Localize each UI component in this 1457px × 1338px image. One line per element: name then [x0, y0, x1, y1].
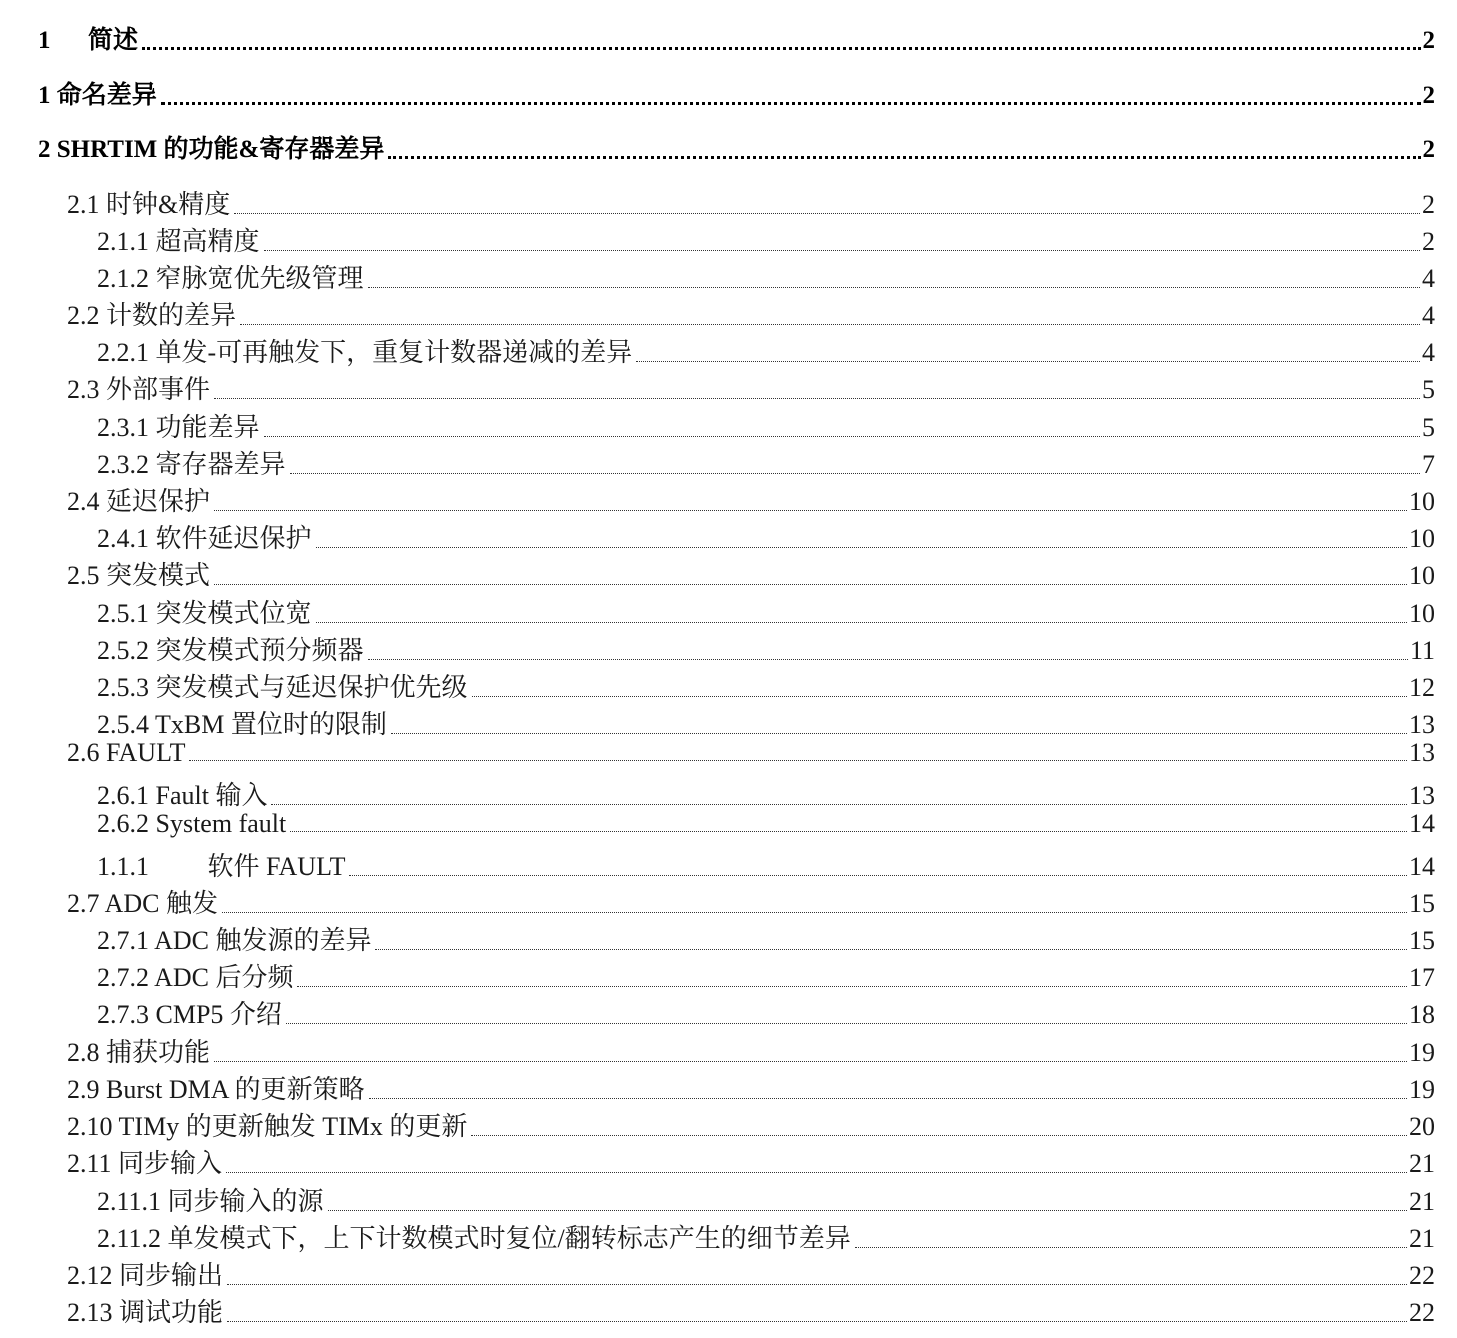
- toc-entry-page: 10: [1409, 561, 1435, 590]
- toc-entry[interactable]: [97, 630, 1435, 667]
- toc-entry[interactable]: [97, 809, 1435, 839]
- toc-entry[interactable]: [97, 1218, 1435, 1255]
- dot-leader: [316, 547, 1407, 548]
- dot-leader: [234, 213, 1420, 214]
- dot-leader: [391, 733, 1407, 734]
- toc-entry-page: 13: [1409, 710, 1435, 739]
- dot-leader: [368, 287, 1420, 288]
- toc-entry[interactable]: [67, 1069, 1435, 1106]
- toc-entry-page: 21: [1409, 1187, 1435, 1216]
- toc-entry-page: 19: [1409, 1038, 1435, 1067]
- toc-entry-page: 20: [1409, 1112, 1435, 1141]
- toc-entry-title: 2.4.1 软件延迟保护: [97, 524, 312, 553]
- toc-entry-title: 2.1.1 超高精度: [97, 227, 260, 256]
- dot-leader: [471, 1135, 1407, 1136]
- toc-entry-title: 1 命名差异: [38, 82, 157, 109]
- toc-entry[interactable]: [67, 1255, 1435, 1292]
- toc-entry-title: 2.7.2 ADC 后分频: [97, 963, 294, 992]
- toc-entry-page: 5: [1422, 375, 1435, 404]
- toc-entry-page: 10: [1409, 524, 1435, 553]
- toc-entry-title: 2.2.1 单发-可再触发下，重复计数器递减的差异: [97, 338, 633, 367]
- toc-entry-title: 2.5.3 突发模式与延迟保护优先级: [97, 673, 468, 702]
- dot-leader: [227, 1321, 1407, 1322]
- toc-entry[interactable]: [97, 1181, 1435, 1218]
- dot-leader: [214, 398, 1420, 399]
- toc-entry[interactable]: [38, 75, 1435, 111]
- toc-entry-title: 2.7.3 CMP5 介绍: [97, 1000, 282, 1029]
- toc-entry-title: 2.5.2 突发模式预分频器: [97, 636, 364, 665]
- toc-entry-title: 2.6 FAULT: [67, 738, 186, 767]
- dot-leader: [388, 156, 1420, 159]
- dot-leader: [297, 986, 1407, 987]
- toc-entry-title: 1 简述: [38, 27, 139, 54]
- dot-leader: [214, 1061, 1407, 1062]
- dot-leader: [240, 324, 1420, 325]
- toc-entry[interactable]: [67, 1032, 1435, 1069]
- toc-entry[interactable]: [67, 555, 1435, 592]
- toc-entry-title: 2.11.1 同步输入的源: [97, 1187, 324, 1216]
- toc-entry[interactable]: [67, 184, 1435, 221]
- dot-leader: [214, 584, 1407, 585]
- toc-entry[interactable]: [97, 221, 1435, 258]
- toc-entry-title: 1.1.1 软件 FAULT: [97, 852, 346, 881]
- toc-entry[interactable]: [67, 883, 1435, 920]
- dot-leader: [328, 1210, 1407, 1211]
- toc-entry-title: 2.6.1 Fault 输入: [97, 781, 268, 810]
- dot-leader: [271, 804, 1407, 805]
- dot-leader: [290, 473, 1420, 474]
- toc-entry-title: 2.3.1 功能差异: [97, 413, 260, 442]
- toc-entry-page: 4: [1422, 301, 1435, 330]
- dot-leader: [368, 659, 1408, 660]
- toc-entry-page: 13: [1409, 738, 1435, 767]
- toc-entry-page: 2: [1422, 27, 1435, 54]
- dot-leader: [214, 510, 1407, 511]
- toc-entry-page: 15: [1409, 926, 1435, 955]
- toc-entry-title: 2.5 突发模式: [67, 561, 211, 590]
- dot-leader: [316, 622, 1407, 623]
- toc-entry-page: 2: [1422, 136, 1435, 163]
- dot-leader: [369, 1098, 1407, 1099]
- dot-leader: [222, 912, 1407, 913]
- toc-entry-page: 2: [1422, 82, 1435, 109]
- toc-entry-page: 5: [1422, 413, 1435, 442]
- toc-entry[interactable]: [97, 704, 1435, 741]
- toc-entry-title: 2.11 同步输入: [67, 1149, 223, 1178]
- dot-leader: [264, 250, 1420, 251]
- dot-leader: [290, 831, 1407, 832]
- toc-entry-title: 2.4 延迟保护: [67, 487, 211, 516]
- dot-leader: [226, 1172, 1407, 1173]
- toc-entry-page: 10: [1409, 599, 1435, 628]
- dot-leader: [636, 361, 1420, 362]
- dot-leader: [142, 47, 1420, 50]
- dot-leader: [375, 949, 1407, 950]
- dot-leader: [472, 696, 1407, 697]
- toc-entry[interactable]: [67, 738, 1435, 768]
- toc-entry[interactable]: [97, 994, 1435, 1031]
- toc-entry-title: 2.8 捕获功能: [67, 1038, 211, 1067]
- toc-entry[interactable]: [97, 332, 1435, 369]
- dot-leader: [264, 436, 1420, 437]
- toc-entry-page: 12: [1409, 673, 1435, 702]
- toc-entry-title: 2.3 外部事件: [67, 375, 211, 404]
- dot-leader: [349, 875, 1407, 876]
- toc-entry-title: 2.2 计数的差异: [67, 301, 237, 330]
- toc-entry-page: 21: [1409, 1224, 1435, 1253]
- toc-entry[interactable]: [38, 20, 1435, 56]
- toc-entry-title: 2.5.1 突发模式位宽: [97, 599, 312, 628]
- toc-entry-page: 10: [1409, 487, 1435, 516]
- dot-leader: [161, 102, 1421, 105]
- toc-entry-title: 2 SHRTIM 的功能&寄存器差异: [38, 136, 385, 163]
- toc-entry-title: 2.7.1 ADC 触发源的差异: [97, 926, 372, 955]
- toc-entry-title: 2.7 ADC 触发: [67, 889, 218, 918]
- toc-entry-page: 18: [1409, 1000, 1435, 1029]
- toc-entry-page: 4: [1422, 338, 1435, 367]
- toc-entry-title: 2.3.2 寄存器差异: [97, 450, 286, 479]
- dot-leader: [855, 1247, 1407, 1248]
- toc-entry-page: 22: [1409, 1261, 1435, 1290]
- toc-entry[interactable]: [67, 1292, 1435, 1329]
- toc-entry[interactable]: [97, 846, 1435, 883]
- toc-entry-page: 15: [1409, 889, 1435, 918]
- toc-entry-title: 2.10 TIMy 的更新触发 TIMx 的更新: [67, 1112, 468, 1141]
- toc-entry-page: 17: [1409, 963, 1435, 992]
- toc-entry-page: 11: [1409, 636, 1435, 665]
- toc-entry[interactable]: [67, 369, 1435, 406]
- toc-entry[interactable]: [97, 957, 1435, 994]
- toc-entry-title: 2.13 调试功能: [67, 1298, 224, 1327]
- toc-entry-title: 2.1 时钟&精度: [67, 190, 231, 219]
- toc-entry-title: 2.12 同步输出: [67, 1261, 224, 1290]
- toc-entry-page: 19: [1409, 1075, 1435, 1104]
- toc-entry[interactable]: [67, 1106, 1435, 1143]
- toc-entry[interactable]: [67, 481, 1435, 518]
- toc-entry[interactable]: [97, 667, 1435, 704]
- toc-entry-page: 22: [1409, 1298, 1435, 1327]
- toc-entry[interactable]: [97, 444, 1435, 481]
- toc-entry[interactable]: [97, 407, 1435, 444]
- toc-entry[interactable]: [67, 295, 1435, 332]
- toc-entry-title: 2.6.2 System fault: [97, 809, 287, 838]
- toc-entry-page: 2: [1422, 227, 1435, 256]
- toc-entry-title: 2.5.4 TxBM 置位时的限制: [97, 710, 387, 739]
- toc-entry-page: 4: [1422, 264, 1435, 293]
- toc-entry[interactable]: [97, 593, 1435, 630]
- toc-entry[interactable]: [38, 129, 1435, 165]
- toc-entry-title: 2.1.2 窄脉宽优先级管理: [97, 264, 364, 293]
- toc-entry-title: 2.11.2 单发模式下，上下计数模式时复位/翻转标志产生的细节差异: [97, 1224, 851, 1253]
- toc-entry[interactable]: [97, 258, 1435, 295]
- toc-entry-page: 13: [1409, 781, 1435, 810]
- toc-entry-page: 7: [1422, 450, 1435, 479]
- toc-entry[interactable]: [97, 920, 1435, 957]
- toc-entry-page: 2: [1422, 190, 1435, 219]
- dot-leader: [227, 1284, 1407, 1285]
- toc-entry[interactable]: [97, 518, 1435, 555]
- toc-entry-page: 14: [1409, 809, 1435, 838]
- dot-leader: [189, 760, 1407, 761]
- toc-entry[interactable]: [97, 775, 1435, 812]
- toc-entry-title: 2.9 Burst DMA 的更新策略: [67, 1075, 365, 1104]
- dot-leader: [286, 1023, 1407, 1024]
- toc-entry-page: 14: [1409, 852, 1435, 881]
- toc-entry-page: 21: [1409, 1149, 1435, 1178]
- toc-entry[interactable]: [67, 1143, 1435, 1180]
